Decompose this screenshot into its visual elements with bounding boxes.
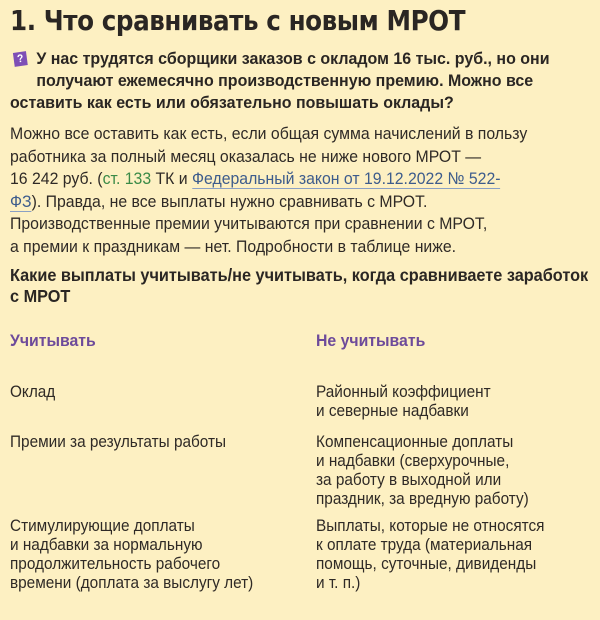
table-title-line: Какие выплаты учитывать/не учитывать, когда сравниваете заработок	[10, 265, 589, 285]
question-line: У нас трудятся сборщики заказов с окладом 16 тыс. руб., но они	[36, 49, 550, 68]
answer-line: Производственные премии учитываются при сравнении с МРОТ,	[10, 214, 488, 233]
column-header-exclude: Не учитывать	[316, 331, 426, 350]
table-cell-include	[10, 383, 55, 402]
answer-line	[10, 191, 531, 214]
answer-line: Можно все оставить как есть, если общая сумма начислений в пользу	[10, 124, 528, 143]
question-block	[10, 48, 560, 114]
answer-text: ). Правда, не все выплаты нужно сравнивать с МРОТ.	[31, 191, 428, 211]
answer-text: 16 242 руб. (	[10, 169, 103, 188]
cell-line: Оклад	[10, 383, 56, 401]
federal-law-link[interactable]: Федеральный закон от 19.12.2022 № 522-	[192, 169, 501, 188]
question-mark-icon: ?	[13, 51, 28, 67]
cell-line: Премии за результаты работы	[10, 433, 227, 451]
cell-line: и т. п.)	[316, 574, 361, 592]
cell-line: Районный коэффициент	[316, 383, 491, 401]
table-cell-exclude	[316, 383, 491, 421]
answer-line: а премии к праздникам — нет. Подробности в таблице ниже.	[10, 236, 457, 256]
cell-line: и надбавки (сверхурочные,	[316, 452, 510, 470]
table-title	[10, 265, 589, 307]
answer-line: работника за полный месяц оказалась не ниже нового МРОТ —	[10, 146, 482, 166]
cell-line: и надбавки за нормальную	[10, 536, 203, 554]
section-title: 1. Что сравнивать с новым МРОТ	[10, 4, 466, 37]
federal-law-link-continued[interactable]: ФЗ	[10, 191, 32, 211]
table-cell-exclude	[316, 433, 529, 509]
cell-line: Выплаты, которые не относятся	[316, 517, 545, 535]
answer-line	[10, 168, 531, 191]
answer-text: ТК и	[151, 169, 193, 188]
cell-line: к оплате труда (материальная	[316, 536, 533, 554]
question-line: оставить как есть или обязательно повышать оклады?	[10, 93, 454, 112]
cell-line: помощь, суточные, дивиденды	[316, 555, 537, 573]
table-cell-include	[10, 517, 253, 593]
article-133-link[interactable]: ст. 133	[102, 169, 152, 188]
cell-line: времени (доплата за выслугу лет)	[10, 574, 254, 592]
answer-paragraph	[10, 123, 531, 258]
cell-line: за работу в выходной или	[316, 471, 502, 489]
column-header-include: Учитывать	[10, 331, 96, 350]
cell-line: Стимулирующие доплаты	[10, 517, 195, 535]
table-cell-include	[10, 433, 226, 452]
cell-line: и северные надбавки	[316, 402, 469, 420]
question-line: получают ежемесячно производственную премию. Можно все	[36, 71, 534, 90]
cell-line: Компенсационные доплаты	[316, 433, 514, 451]
cell-line: праздник, за вредную работу)	[316, 490, 529, 508]
table-title-line: с МРОТ	[10, 286, 71, 306]
cell-line: продолжительность рабочего	[10, 555, 221, 573]
table-cell-exclude	[316, 517, 544, 593]
